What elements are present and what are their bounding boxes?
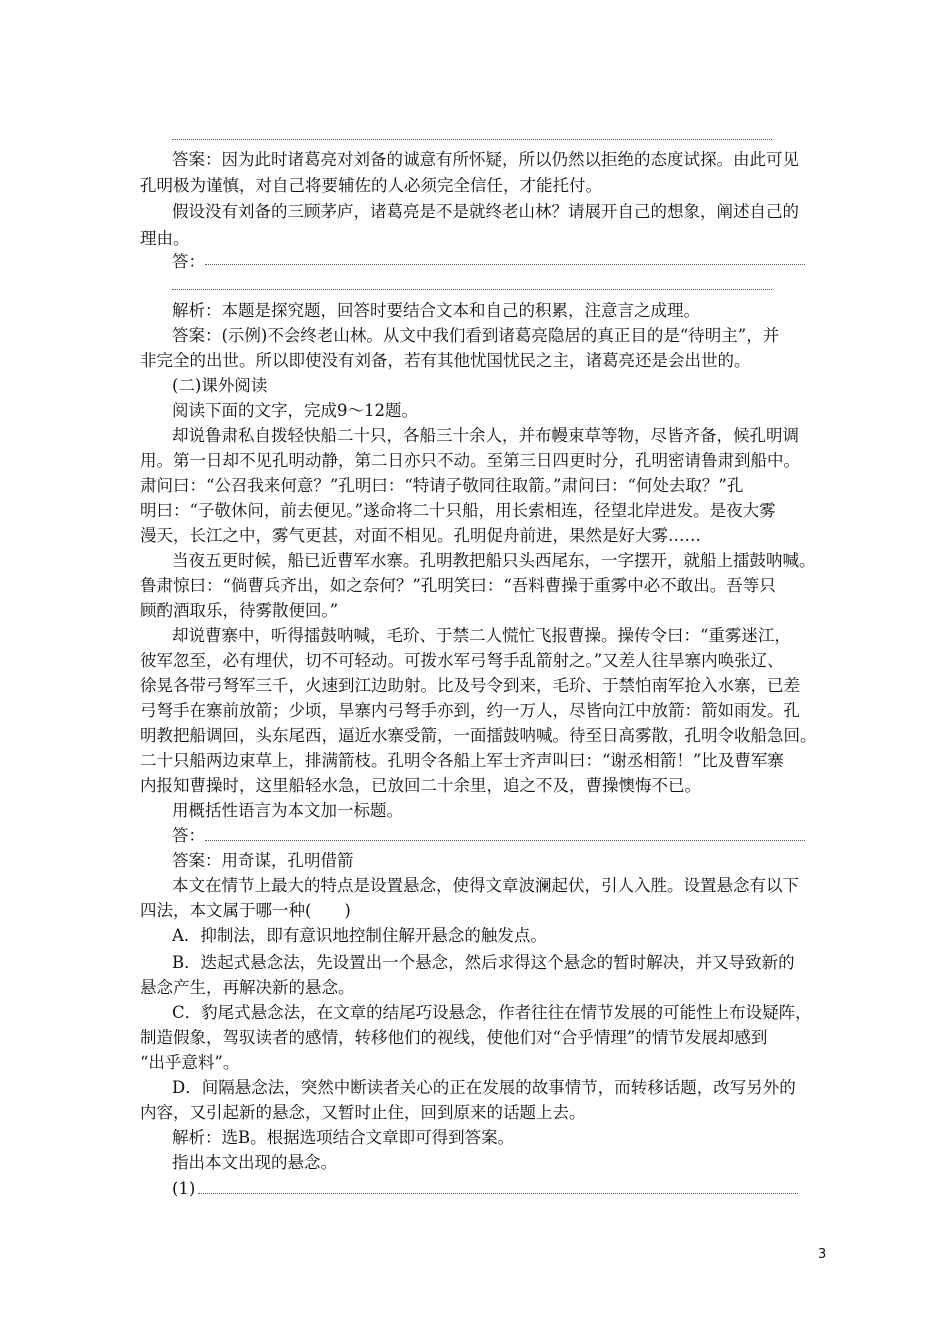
answer-text: 答案：因为此时诸葛亮对刘备的诚意有所怀疑，所以仍然以拒绝的态度试探。由此可见 <box>172 150 799 169</box>
answer-prompt: 答： <box>172 252 205 271</box>
answer-text: 答案：用奇谋，孔明借箭 <box>172 851 354 870</box>
answer-blank-line <box>172 139 772 140</box>
answer-blank-line <box>198 1193 798 1194</box>
question-text: 假设没有刘备的三顾茅庐，诸葛亮是不是就终老山林？请展开自己的想象，阐述自己的 <box>172 202 799 221</box>
passage-text: 却说鲁肃私自拨轻快船二十只，各船三十余人，并布幔束草等物，尽皆齐备，候孔明调 <box>172 426 799 445</box>
page-number: 3 <box>818 1247 827 1262</box>
answer-text: 非完全的出世。所以即使没有刘备，若有其他忧国忧民之主，诸葛亮还是会出世的。 <box>140 351 751 370</box>
analysis-text: 解析：选B。根据选项结合文章即可得到答案。 <box>172 1128 515 1147</box>
option-b: B．迭起式悬念法，先设置出一个悬念，然后求得这个悬念的暂时解决，并又导致新的 <box>172 953 795 972</box>
section-heading: (二)课外阅读 <box>172 376 268 395</box>
passage-text: 漫天，长江之中，雾气更甚，对面不相见。孔明促舟前进，果然是好大雾…… <box>140 526 701 545</box>
passage-text: 肃问曰：“公召我来何意？”孔明曰：“特请子敬同往取箭。”肃问曰：“何处去取？”孔 <box>140 476 744 495</box>
question-text: 用概括性语言为本文加一标题。 <box>172 801 403 820</box>
question-text: 四法，本文属于哪一种( ) <box>140 901 351 920</box>
question-text: 指出本文出现的悬念。 <box>172 1153 337 1172</box>
question-text: 理由。 <box>140 229 190 248</box>
passage-text: 彼军忽至，必有埋伏，切不可轻动。可拨水军弓弩手乱箭射之。”又差人往旱寨内唤张辽、 <box>140 651 784 670</box>
passage-text: 内报知曹操时，这里船轻水急，已放回二十余里，追之不及，曹操懊悔不已。 <box>140 776 701 795</box>
passage-text: 明教把船调回，头东尾西，逼近水寨受箭，一面擂鼓呐喊。待至日高雾散，孔明令收船急回。 <box>140 726 817 745</box>
passage-text: 二十只船两边束草上，排满箭枝。孔明令各船上军士齐声叫曰：“谢丞相箭！”比及曹军寨 <box>140 751 784 770</box>
passage-text: 顾酌酒取乐，待雾散便回。” <box>140 601 339 620</box>
option-a: A．抑制法，即有意识地控制住解开悬念的触发点。 <box>172 926 547 945</box>
answer-blank-line <box>205 840 805 841</box>
analysis-text: 解析：本题是探究题，回答时要结合文本和自己的积累，注意言之成理。 <box>172 301 700 320</box>
option-c: “出乎意料”。 <box>140 1053 240 1072</box>
answer-blank-line <box>172 289 772 290</box>
option-c: 制造假象，驾驭读者的感情，转移他们的视线，使他们对“合乎情理”的情节发展却感到 <box>140 1028 768 1047</box>
passage-text: 用。第一日却不见孔明动静，第二日亦只不动。至第三日四更时分，孔明密请鲁肃到船中。 <box>140 451 800 470</box>
option-c: C．豹尾式悬念法，在文章的结尾巧设悬念，作者往往在情节发展的可能性上布设疑阵， <box>172 1003 812 1022</box>
answer-prompt: 答： <box>172 826 205 845</box>
question-text: 本文在情节上最大的特点是设置悬念，使得文章波澜起伏，引人入胜。设置悬念有以下 <box>172 876 799 895</box>
passage-text: 却说曹寨中，听得擂鼓呐喊，毛玠、于禁二人慌忙飞报曹操。操传令曰：“重雾迷江， <box>172 626 791 645</box>
answer-blank-line <box>205 264 805 265</box>
passage-text: 明曰：“子敬休问，前去便见。”遂命将二十只船，用长索相连，径望北岸进发。是夜大雾 <box>140 501 776 520</box>
passage-text: 当夜五更时候，船已近曹军水寨。孔明教把船只头西尾东，一字摆开，就船上擂鼓呐喊。 <box>172 551 816 570</box>
instruction-text: 阅读下面的文字，完成9～12题。 <box>172 401 418 420</box>
option-b: 悬念产生，再解决新的悬念。 <box>140 978 355 997</box>
passage-text: 鲁肃惊曰：“倘曹兵齐出，如之奈何？”孔明笑曰：“吾料曹操于重雾中必不敢出。吾等只 <box>140 576 776 595</box>
passage-text: 徐晃各带弓弩军三千，火速到江边助射。比及号令到来，毛玠、于禁怕南军抢入水寨，已差 <box>140 676 800 695</box>
passage-text: 弓弩手在寨前放箭；少顷，旱寨内弓弩手亦到，约一万人，尽皆向江中放箭：箭如雨发。孔 <box>140 701 800 720</box>
answer-prompt: (1) <box>172 1179 196 1198</box>
answer-text: 孔明极为谨慎，对自己将要辅佐的人必须完全信任，才能托付。 <box>140 176 602 195</box>
option-d: 内容，又引起新的悬念，又暂时止住，回到原来的话题上去。 <box>140 1103 586 1122</box>
option-d: D．间隔悬念法，突然中断读者关心的正在发展的故事情节，而转移话题，改写另外的 <box>172 1078 796 1097</box>
answer-text: 答案：(示例)不会终老山林。从文中我们看到诸葛亮隐居的真正目的是“待明主”，并 <box>172 326 780 345</box>
